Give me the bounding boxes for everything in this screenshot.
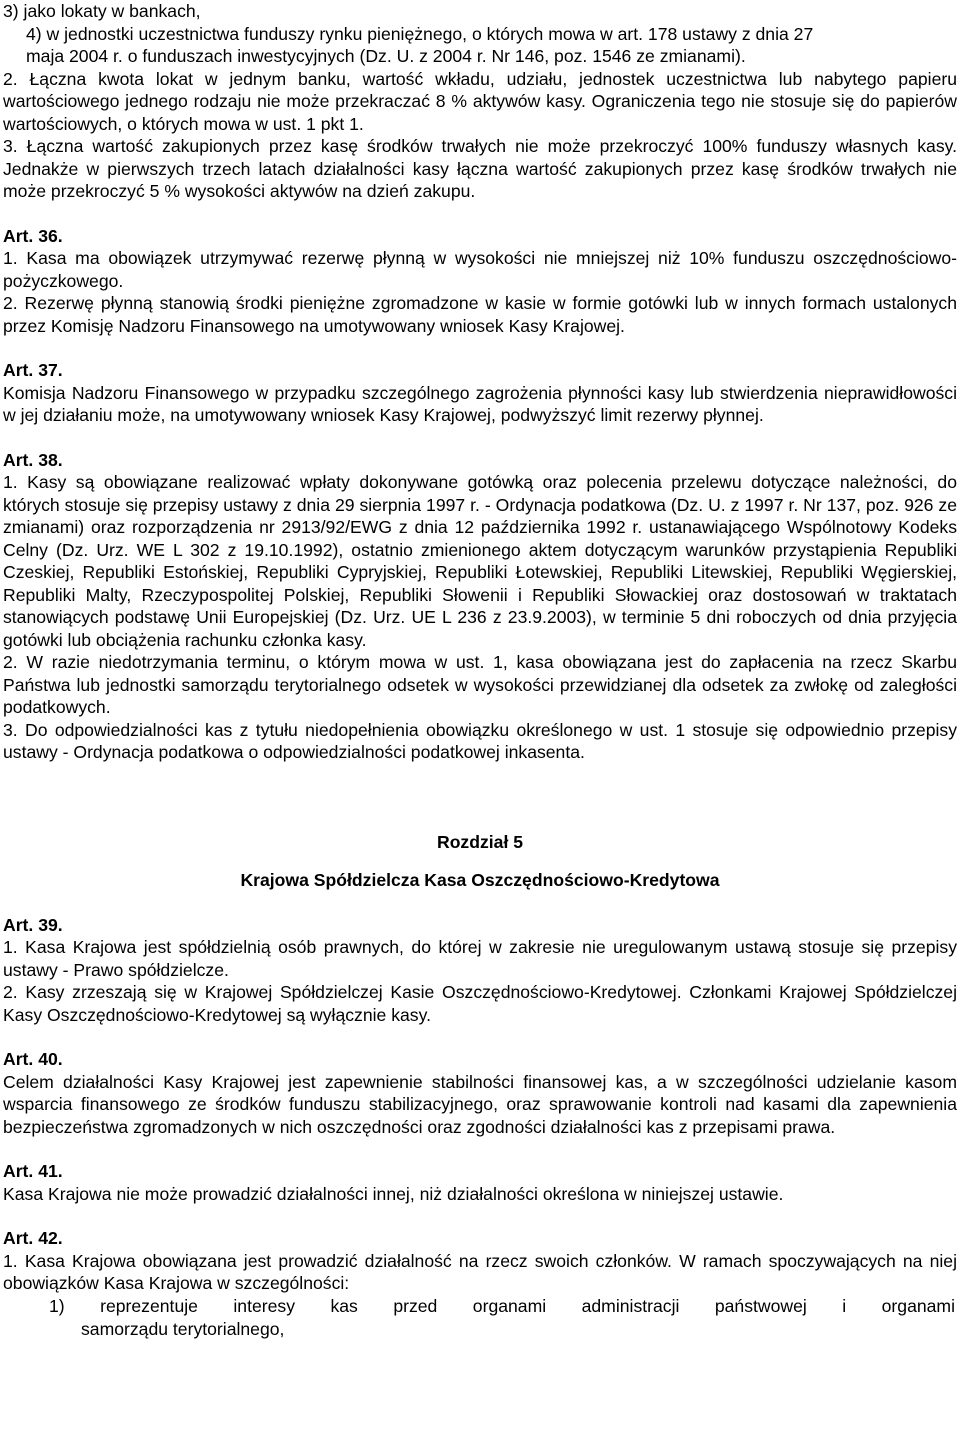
paragraph: Komisja Nadzoru Finansowego w przypadku szczególnego zagrożenia płynności kasy lub stwierdzenia nieprawidłowości w jej działaniu może, na umotywowany wniosek Kasy Krajowej, podwyższyć limit rezerwy płynnej. [3, 382, 957, 425]
article-heading: Art. 38. [3, 449, 63, 470]
article-heading: Art. 40. [3, 1049, 63, 1069]
article-heading: Art. 36. [3, 225, 63, 246]
paragraph: 1. Kasa Krajowa jest spółdzielnią osób prawnych, do której w zakresie nie uregulowanym ustawą stosuje się przepisy ustawy - Prawo spółdzielcze. [3, 937, 957, 980]
document-page [3, 0, 957, 1341]
paragraph: 2. Łączna kwota lokat w jednym banku, wartość wkładu, udziału, jednostek uczestnictwa lub nabytego papieru wartościowego jednego rodzaju nie może przekraczać 8 % aktywów kasy. Ograniczenia tego nie stosuje się do papierów wartościowych, o których mowa w ust. 1 pkt 1. [3, 68, 957, 134]
paragraph: 1. Kasa Krajowa obowiązana jest prowadzić działalność na rzecz swoich członków. W ramach spoczywających na niej obowiązków Kasa Krajowa w szczególności: [3, 1250, 957, 1293]
list-item: samorządu terytorialnego, [81, 1318, 285, 1339]
paragraph: 2. Rezerwę płynną stanowią środki pieniężne zgromadzone w kasie w formie gotówki lub w innych formach ustalonych przez Komisję Nadzoru Finansowego na umotywowany wniosek Kasy Krajowej. [3, 293, 957, 336]
paragraph: 2. Kasy zrzeszają się w Krajowej Spółdzielczej Kasie Oszczędnościowo-Kredytowej. Członkami Krajowej Spółdzielczej Kasy Oszczędnościowo-Kredytowej są wyłącznie kasy. [3, 982, 957, 1025]
paragraph: Kasa Krajowa nie może prowadzić działalności innej, niż działalności określona w niniejszej ustawie. [3, 1183, 784, 1204]
paragraph: 3. Łączna wartość zakupionych przez kasę środków trwałych nie może przekroczyć 100% funduszy własnych kasy. Jednakże w pierwszych trzech latach działalności kasy łączna wartość zakupionych przez kasę środków trwałych nie może przekroczyć 5 % wysokości aktywów na dzień zakupu. [3, 136, 957, 201]
chapter-title: Krajowa Spółdzielcza Kasa Oszczędnościowo-Kredytowa [240, 870, 720, 890]
list-item: 1) reprezentuje interesy kas przed organami administracji państwowej i organami [49, 1295, 955, 1316]
article-heading: Art. 37. [3, 360, 63, 380]
list-item: maja 2004 r. o funduszach inwestycyjnych (Dz. U. z 2004 r. Nr 146, poz. 1546 ze zmianami). [26, 46, 746, 66]
paragraph: Celem działalności Kasy Krajowej jest zapewnienie stabilności finansowej kas, a w szczególności udzielanie kasom wsparcia finansowego ze środków funduszu stabilizacyjnego, oraz sprawowanie kontroli nad kasami dla zapewnienia bezpieczeństwa zgromadzonych w nich oszczędności oraz zgodności działalności kas z przepisami prawa. [3, 1071, 957, 1137]
article-heading: Art. 39. [3, 914, 63, 935]
article-heading: Art. 42. [3, 1228, 63, 1248]
paragraph: 1. Kasy są obowiązane realizować wpłaty dokonywane gotówką oraz polecenia przelewu dotyczące należności, do których stosuje się przepisy ustawy z dnia 29 sierpnia 1997 r. - Ordynacja podatkowa (Dz. U. z 1997 r. Nr 137, poz. 926 ze zmianami) oraz rozporządzenia nr 2913/92/EWG z dnia 12 października 1992 r. ustanawiającego Wspólnotowy Kodeks Celny (Dz. Urz. WE L 302 z 19.10.1992), ostatnio zmienionego aktem dotyczącym warunków przystąpienia Republiki Czeskiej, Republiki Estońskiej, Republiki Cypryjskiej, Republiki Łotewskiej, Republiki Litewskiej, Republiki Węgierskiej, Republiki Malty, Rzeczypospolitej Polskiej, Republiki Słowenii i Republiki Słowackiej oraz dostosowań w traktatach stanowiących podstawę Unii Europejskiej (Dz. Urz. UE L 236 z 23.9.2003), w terminie 5 dni roboczych od dnia przyjęcia gotówki lub obciążenia rachunku członka kasy. [3, 472, 957, 650]
paragraph: 2. W razie niedotrzymania terminu, o którym mowa w ust. 1, kasa obowiązana jest do zapłacenia na rzecz Skarbu Państwa lub jednostki samorządu terytorialnego odsetek w wysokości przewidzianej dla odsetek za zwłokę od zaległości podatkowych. [3, 652, 957, 717]
paragraph: 3. Do odpowiedzialności kas z tytułu niedopełnienia obowiązku określonego w ust. 1 stosuje się odpowiednio przepisy ustawy - Ordynacja podatkowa o odpowiedzialności podatkowej inkasenta. [3, 719, 957, 762]
list-item: 4) w jednostki uczestnictwa funduszy rynku pieniężnego, o których mowa w art. 178 ustawy z dnia 27 [26, 23, 814, 44]
chapter-number: Rozdział 5 [436, 831, 524, 852]
paragraph: 1. Kasa ma obowiązek utrzymywać rezerwę płynną w wysokości nie mniejszej niż 10% funduszu oszczędnościowo-pożyczkowego. [3, 248, 957, 291]
article-heading: Art. 41. [3, 1161, 63, 1181]
list-item: 3) jako lokaty w bankach, [3, 1, 201, 21]
